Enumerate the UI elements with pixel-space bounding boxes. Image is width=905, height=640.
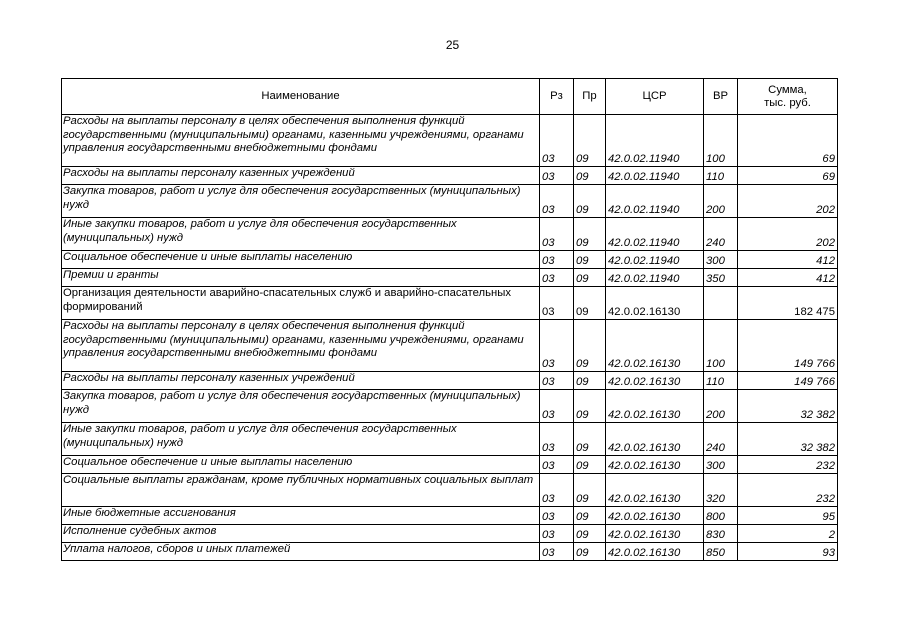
cell-name: Иные закупки товаров, работ и услуг для обеспечения государственных (муниципальных) нужд bbox=[62, 218, 540, 251]
cell-csr: 42.0.02.11940 bbox=[606, 167, 704, 185]
cell-vr: 110 bbox=[704, 372, 738, 390]
cell-name: Социальное обеспечение и иные выплаты населению bbox=[62, 251, 540, 269]
header-pr: Пр bbox=[574, 79, 606, 115]
cell-rz: 03 bbox=[540, 251, 574, 269]
cell-pr: 09 bbox=[574, 474, 606, 507]
cell-sum: 149 766 bbox=[738, 320, 838, 372]
cell-vr: 350 bbox=[704, 269, 738, 287]
table-row bbox=[62, 390, 838, 423]
cell-pr: 09 bbox=[574, 167, 606, 185]
cell-rz: 03 bbox=[540, 390, 574, 423]
table-row bbox=[62, 456, 838, 474]
cell-vr: 200 bbox=[704, 185, 738, 218]
table-body bbox=[62, 115, 838, 561]
cell-sum: 69 bbox=[738, 115, 838, 167]
cell-vr: 110 bbox=[704, 167, 738, 185]
cell-pr: 09 bbox=[574, 115, 606, 167]
cell-rz: 03 bbox=[540, 287, 574, 320]
cell-name: Расходы на выплаты персоналу в целях обеспечения выполнения функций государственными (муниципальными) органами, казенными учреждениями, органами управления государственными внебюджетными фондами bbox=[62, 115, 540, 167]
cell-csr: 42.0.02.16130 bbox=[606, 287, 704, 320]
cell-pr: 09 bbox=[574, 525, 606, 543]
cell-name: Иные бюджетные ассигнования bbox=[62, 507, 540, 525]
cell-vr: 240 bbox=[704, 423, 738, 456]
cell-vr: 320 bbox=[704, 474, 738, 507]
cell-name: Расходы на выплаты персоналу казенных учреждений bbox=[62, 372, 540, 390]
cell-csr: 42.0.02.11940 bbox=[606, 269, 704, 287]
cell-csr: 42.0.02.11940 bbox=[606, 115, 704, 167]
cell-sum: 32 382 bbox=[738, 390, 838, 423]
cell-pr: 09 bbox=[574, 269, 606, 287]
cell-sum: 412 bbox=[738, 269, 838, 287]
cell-csr: 42.0.02.11940 bbox=[606, 185, 704, 218]
cell-csr: 42.0.02.16130 bbox=[606, 320, 704, 372]
cell-rz: 03 bbox=[540, 269, 574, 287]
table-row bbox=[62, 320, 838, 372]
header-rz: Рз bbox=[540, 79, 574, 115]
cell-csr: 42.0.02.16130 bbox=[606, 543, 704, 561]
cell-sum: 202 bbox=[738, 185, 838, 218]
cell-csr: 42.0.02.16130 bbox=[606, 390, 704, 423]
cell-name: Расходы на выплаты персоналу казенных учреждений bbox=[62, 167, 540, 185]
table-row bbox=[62, 474, 838, 507]
cell-vr bbox=[704, 287, 738, 320]
cell-sum: 32 382 bbox=[738, 423, 838, 456]
cell-rz: 03 bbox=[540, 423, 574, 456]
cell-name: Организация деятельности аварийно-спасательных служб и аварийно-спасательных формирований bbox=[62, 287, 540, 320]
cell-name: Социальное обеспечение и иные выплаты населению bbox=[62, 456, 540, 474]
cell-pr: 09 bbox=[574, 320, 606, 372]
table-row bbox=[62, 167, 838, 185]
page-number: 25 bbox=[445, 38, 460, 52]
table-row bbox=[62, 185, 838, 218]
cell-rz: 03 bbox=[540, 507, 574, 525]
cell-rz: 03 bbox=[540, 372, 574, 390]
cell-name: Закупка товаров, работ и услуг для обеспечения государственных (муниципальных) нужд bbox=[62, 390, 540, 423]
table-row bbox=[62, 423, 838, 456]
cell-pr: 09 bbox=[574, 372, 606, 390]
header-csr: ЦСР bbox=[606, 79, 704, 115]
cell-vr: 850 bbox=[704, 543, 738, 561]
cell-pr: 09 bbox=[574, 390, 606, 423]
cell-name: Закупка товаров, работ и услуг для обеспечения государственных (муниципальных) нужд bbox=[62, 185, 540, 218]
cell-vr: 100 bbox=[704, 115, 738, 167]
table-header-row bbox=[62, 79, 838, 115]
cell-csr: 42.0.02.16130 bbox=[606, 525, 704, 543]
cell-sum: 93 bbox=[738, 543, 838, 561]
cell-name: Расходы на выплаты персоналу в целях обеспечения выполнения функций государственными (муниципальными) органами, казенными учреждениями, органами управления государственными внебюджетными фондами bbox=[62, 320, 540, 372]
budget-table bbox=[61, 78, 838, 561]
cell-vr: 800 bbox=[704, 507, 738, 525]
cell-vr: 830 bbox=[704, 525, 738, 543]
cell-csr: 42.0.02.16130 bbox=[606, 474, 704, 507]
header-sum-line2: тыс. руб. bbox=[764, 96, 811, 109]
cell-vr: 300 bbox=[704, 456, 738, 474]
cell-vr: 300 bbox=[704, 251, 738, 269]
cell-sum: 69 bbox=[738, 167, 838, 185]
table-row bbox=[62, 287, 838, 320]
cell-sum: 202 bbox=[738, 218, 838, 251]
cell-rz: 03 bbox=[540, 167, 574, 185]
cell-rz: 03 bbox=[540, 185, 574, 218]
cell-vr: 200 bbox=[704, 390, 738, 423]
cell-rz: 03 bbox=[540, 218, 574, 251]
cell-rz: 03 bbox=[540, 525, 574, 543]
cell-csr: 42.0.02.11940 bbox=[606, 218, 704, 251]
cell-pr: 09 bbox=[574, 218, 606, 251]
cell-sum: 2 bbox=[738, 525, 838, 543]
cell-name: Уплата налогов, сборов и иных платежей bbox=[62, 543, 540, 561]
cell-pr: 09 bbox=[574, 456, 606, 474]
cell-csr: 42.0.02.16130 bbox=[606, 507, 704, 525]
table-row bbox=[62, 251, 838, 269]
cell-pr: 09 bbox=[574, 287, 606, 320]
cell-sum: 95 bbox=[738, 507, 838, 525]
cell-name: Социальные выплаты гражданам, кроме публичных нормативных социальных выплат bbox=[62, 474, 540, 507]
cell-csr: 42.0.02.11940 bbox=[606, 251, 704, 269]
cell-rz: 03 bbox=[540, 115, 574, 167]
table-row bbox=[62, 525, 838, 543]
cell-csr: 42.0.02.16130 bbox=[606, 372, 704, 390]
cell-pr: 09 bbox=[574, 507, 606, 525]
cell-name: Исполнение судебных актов bbox=[62, 525, 540, 543]
cell-rz: 03 bbox=[540, 474, 574, 507]
header-name: Наименование bbox=[62, 79, 540, 115]
cell-sum: 182 475 bbox=[738, 287, 838, 320]
table-row bbox=[62, 543, 838, 561]
cell-csr: 42.0.02.16130 bbox=[606, 456, 704, 474]
cell-pr: 09 bbox=[574, 251, 606, 269]
cell-pr: 09 bbox=[574, 185, 606, 218]
cell-sum: 412 bbox=[738, 251, 838, 269]
table-row bbox=[62, 115, 838, 167]
header-sum bbox=[738, 79, 838, 115]
cell-rz: 03 bbox=[540, 320, 574, 372]
header-vr: ВР bbox=[704, 79, 738, 115]
cell-vr: 240 bbox=[704, 218, 738, 251]
cell-vr: 100 bbox=[704, 320, 738, 372]
cell-sum: 232 bbox=[738, 474, 838, 507]
cell-rz: 03 bbox=[540, 543, 574, 561]
cell-pr: 09 bbox=[574, 543, 606, 561]
table-row bbox=[62, 372, 838, 390]
cell-rz: 03 bbox=[540, 456, 574, 474]
cell-name: Премии и гранты bbox=[62, 269, 540, 287]
cell-name: Иные закупки товаров, работ и услуг для обеспечения государственных (муниципальных) нужд bbox=[62, 423, 540, 456]
table-row bbox=[62, 507, 838, 525]
table-row bbox=[62, 269, 838, 287]
cell-pr: 09 bbox=[574, 423, 606, 456]
table-row bbox=[62, 218, 838, 251]
cell-csr: 42.0.02.16130 bbox=[606, 423, 704, 456]
header-sum-line1: Сумма, bbox=[768, 83, 807, 96]
cell-sum: 232 bbox=[738, 456, 838, 474]
cell-sum: 149 766 bbox=[738, 372, 838, 390]
